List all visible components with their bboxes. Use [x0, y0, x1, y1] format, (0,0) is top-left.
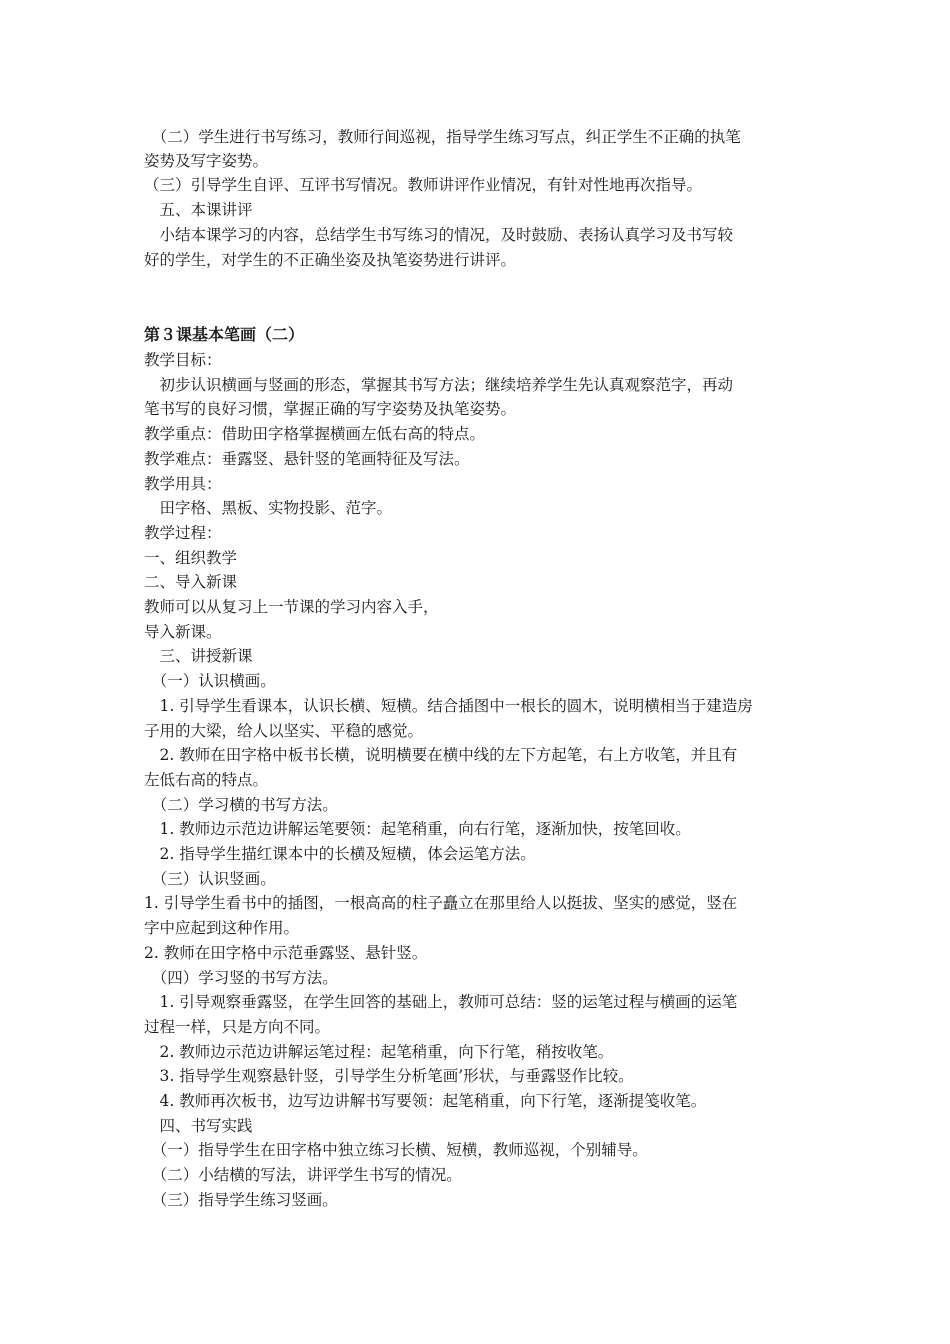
paragraph-line: （二）小结横的写法，讲评学生书写的情况。 [144, 1166, 462, 1185]
paragraph-line: 2. 指导学生描红课本中的长横及短横，体会运笔方法。 [144, 845, 536, 863]
paragraph-line: 教学重点：借助田字格掌握横画左低右高的特点。 [144, 425, 486, 444]
paragraph-line: （四）学习竖的书写方法。 [144, 968, 338, 987]
paragraph-line: 1. 引导学生看书中的插图，一根高高的柱子矗立在那里给人以挺拔、坚实的感觉，竖在 [144, 894, 738, 913]
paragraph-line: 教学过程： [144, 523, 222, 542]
paragraph-line: 过程一样，只是方向不同。 [144, 1017, 331, 1036]
paragraph-line: （三）指导学生练习竖画。 [144, 1190, 338, 1209]
paragraph-line: 姿势及写字姿势。 [144, 152, 269, 170]
paragraph-line: 四、书写实践 [144, 1116, 253, 1135]
paragraph-line: 字中应起到这种作用。 [144, 919, 300, 938]
paragraph-line: 初步认识横画与竖画的形态，掌握其书写方法；继续培养学生先认真观察范字，再动 [144, 375, 734, 394]
paragraph-line: 子用的大梁，给人以坚实、平稳的感觉。 [144, 721, 424, 740]
paragraph-line: 2. 教师在田字格中示范垂露竖、悬针竖。 [144, 943, 428, 962]
lesson-title: 第３课基本笔画（二） [144, 325, 305, 344]
paragraph-line: 教学目标： [144, 351, 222, 369]
paragraph-line: （二）学习横的书写方法。 [144, 795, 338, 814]
paragraph-line: 导入新课。 [144, 622, 222, 641]
paragraph-line: 田字格、黑板、实物投影、范字。 [144, 499, 393, 518]
paragraph-line: 左低右高的特点。 [144, 770, 269, 789]
paragraph-line: 1. 教师边示范边讲解运笔要领：起笔稍重，向右行笔，逐渐加快，按笔回收。 [144, 820, 691, 839]
paragraph-line: 笔书写的良好习惯，掌握正确的写字姿势及执笔姿势。 [144, 400, 517, 419]
paragraph-line: （三）引导学生自评、互评书写情况。教师讲评作业情况，有针对性地再次指导。 [144, 176, 703, 194]
paragraph-line: 1. 引导学生看课本，认识长横、短横。结合插图中一根长的圆木，说明横相当于建造房 [144, 696, 753, 715]
paragraph-line: （二）学生进行书写练习，教师行间巡视，指导学生练习写点，纠正学生不正确的执笔 [144, 128, 741, 146]
paragraph-line: 教学用具： [144, 474, 222, 493]
paragraph-line: 一、组织教学 [144, 548, 238, 567]
paragraph-line: 2. 教师边示范边讲解运笔过程：起笔稍重，向下行笔，稍按收笔。 [144, 1042, 614, 1061]
paragraph-line: 好的学生，对学生的不正确坐姿及执笔姿势进行讲评。 [144, 251, 517, 269]
paragraph-line: （三）认识竖画。 [144, 869, 276, 888]
paragraph-line: 三、讲授新课 [144, 647, 253, 666]
paragraph-line: 4. 教师再次板书，边写边讲解书写要领：起笔稍重，向下行笔，逐渐提笺收笔。 [144, 1092, 707, 1110]
paragraph-line: （一）指导学生在田字格中独立练习长横、短横，教师巡视，个别辅导。 [144, 1141, 648, 1160]
paragraph-line: 教师可以从复习上一节课的学习内容入手， [144, 598, 439, 616]
paragraph-line: 五、本课讲评 [144, 201, 253, 219]
paragraph-line: 1. 引导观察垂露竖，在学生回答的基础上，教师可总结：竖的运笔过程与横画的运笔 [144, 993, 738, 1012]
paragraph-line: （一）认识横画。 [144, 672, 276, 691]
paragraph-line: 教学难点：垂露竖、悬针竖的笔画特征及写法。 [144, 449, 470, 468]
paragraph-line: 3. 指导学生观察悬针竖，引导学生分析笔画’形状，与垂露竖作比较。 [144, 1067, 634, 1086]
paragraph-line: 二、导入新课 [144, 573, 238, 592]
paragraph-line: 2. 教师在田字格中板书长横，说明横要在横中线的左下方起笔，右上方收笔，并且有 [144, 746, 738, 765]
paragraph-line: 小结本课学习的内容，总结学生书写练习的情况，及时鼓励、表扬认真学习及书写较 [144, 226, 734, 244]
